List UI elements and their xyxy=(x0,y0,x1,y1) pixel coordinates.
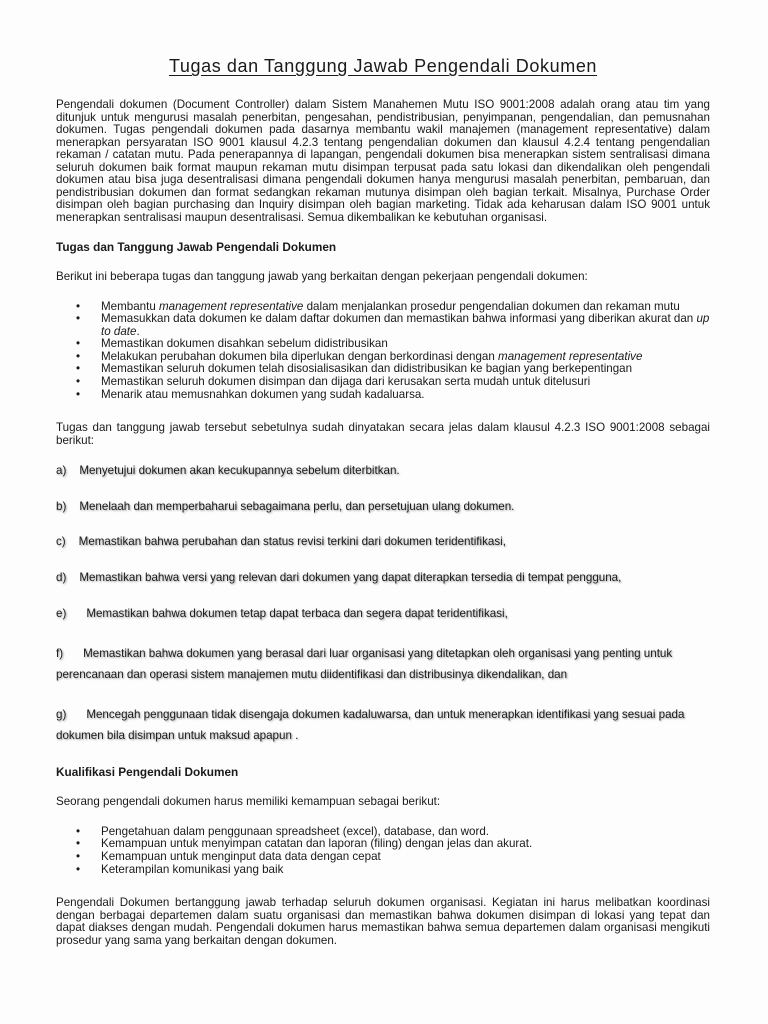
clause-item-b: b) Menelaah dan memperbaharui sebagaimana perlu, dan persetujuan ulang dokumen. xyxy=(56,499,515,513)
qualifications-bullet-list xyxy=(56,826,710,876)
list-item: • Kemampuan untuk menginput data data dengan cepat xyxy=(76,849,381,863)
list-item: • Menarik atau memusnahkan dokumen yang sudah kadaluarsa. xyxy=(76,387,425,401)
bullet-icon: • xyxy=(76,349,81,363)
bullet-icon: • xyxy=(76,312,81,326)
bullet-icon: • xyxy=(76,837,81,851)
clause-item-e: e) Memastikan bahwa dokumen tetap dapat terbaca dan segera dapat teridentifikasi, xyxy=(56,606,508,620)
clause-intro-paragraph: Tugas dan tanggung jawab tersebut sebetulnya sudah dinyatakan secara jelas dalam klausul 4.2.3 ISO 9001:2008 sebagai berikut: xyxy=(56,421,710,447)
bullet-icon: • xyxy=(76,824,81,838)
clause-item-g: g) Mencegah penggunaan tidak disengaja dokumen kadaluwarsa, dan untuk menerapkan identifikasi yang sesuai pada dokumen bila disimpan untuk maksud apapun . xyxy=(56,708,685,743)
bullet-icon: • xyxy=(76,862,81,876)
list-item: • Memasukkan data dokumen ke dalam daftar dokumen dan memastikan bahwa informasi yang diberikan akurat dan up to date. xyxy=(76,312,710,338)
closing-paragraph: Pengendali Dokumen bertanggung jawab terhadap seluruh dokumen organisasi. Kegiatan ini harus melibatkan koordinasi dengan berbagai departemen dalam suatu organisasi dan memastikan bahwa dokumen disimpan di lokasi yang tepat dan dapat diakses dengan mudah. Pengendali dokumen harus memastikan bahwa semua departemen dalam organisasi mengikuti prosedur yang sama yang berkaitan dengan dokumen. xyxy=(56,896,710,947)
list-item: • Memastikan seluruh dokumen telah disosialisasikan dan didistribusikan ke bagian yang berkepentingan xyxy=(76,362,633,376)
clause-item-c: c) Memastikan bahwa perubahan dan status revisi terkini dari dokumen teridentifikasi, xyxy=(56,535,506,549)
bullet-icon: • xyxy=(76,337,81,351)
intro-paragraph: Pengendali dokumen (Document Controller) dalam Sistem Manahemen Mutu ISO 9001:2008 adalah orang atau tim yang ditunjuk untuk mengurusi masalah penerbitan, pengesahan, pendistribusian, penyimpanan, pengendalian, dan pemusnahan dokumen. Tugas pengendali dokumen pada dasarnya membantu wakil manajemen (management representative) dalam menerapkan persyaratan ISO 9001 klausul 4.2.3 tentang pengendalian dokumen dan klausul 4.2.4 tentang pengendalian rekaman / catatan mutu. Pada penerapannya di lapangan, pengendali dokumen bisa menerapkan sistem sentralisasi dimana seluruh dokumen baik format maupun rekaman mutu disimpan terpusat pada satu lokasi dan dikendalikan oleh pengendali dokumen atau bisa juga desentralisasi dimana pengendali dokumen hanya mengurusi masalah penerbitan, pembaruan, dan pendistribusian dokumen dan format sedangkan rekaman mutunya disimpan oleh bagian terkait. Misalnya, Purchase Order disimpan oleh bagian purchasing dan Inquiry disimpan oleh bagian marketing. Tidak ada keharusan dalam ISO 9001 untuk menerapkan sentralisasi maupun desentralisasi. Semua dikembalikan ke kebutuhan organisasi. xyxy=(56,98,710,224)
clause-item-d: d) Memastikan bahwa versi yang relevan dari dokumen yang dapat diterapkan tersedia di tempat pengguna, xyxy=(56,571,622,585)
list-item: • Keterampilan komunikasi yang baik xyxy=(76,862,284,876)
list-item: • Pengetahuan dalam penggunaan spreadsheet (excel), database, dan word. xyxy=(76,824,490,838)
page-title: Tugas dan Tanggung Jawab Pengendali Dokumen xyxy=(168,56,598,76)
clause-item-a: a) Menyetujui dokumen akan kecukupannya sebelum diterbitkan. xyxy=(56,464,400,478)
bullet-icon: • xyxy=(76,849,81,863)
bullet-icon: • xyxy=(76,299,81,313)
section-heading-qualifications: Kualifikasi Pengendali Dokumen xyxy=(56,765,239,780)
tasks-bullet-list xyxy=(56,301,710,402)
list-item: • Membantu management representative dalam menjalankan prosedur pengendalian dokumen dan rekaman mutu xyxy=(76,299,680,313)
qualifications-lead-paragraph: Seorang pengendali dokumen harus memiliki kemampuan sebagai berikut: xyxy=(56,795,441,809)
bullet-icon: • xyxy=(76,387,81,401)
list-item: • Memastikan dokumen disahkan sebelum didistribusikan xyxy=(76,337,388,351)
clause-item-f: f) Memastikan bahwa dokumen yang berasal dari luar organisasi yang ditetapkan oleh organisasi yang penting untuk perencanaan dan operasi sistem manajemen mutu diidentifikasi dan distribusinya dikendalikan, dan xyxy=(56,647,673,682)
bullet-icon: • xyxy=(76,375,81,389)
list-item: • Melakukan perubahan dokumen bila diperlukan dengan berkordinasi dengan management representative xyxy=(76,349,643,363)
section-heading-tasks: Tugas dan Tanggung Jawab Pengendali Dokumen xyxy=(56,240,337,254)
list-item: • Memastikan seluruh dokumen disimpan dan dijaga dari kerusakan serta mudah untuk ditelusuri xyxy=(76,375,591,389)
bullet-icon: • xyxy=(76,362,81,376)
list-item: • Kemampuan untuk menyimpan catatan dan laporan (filing) dengan jelas dan akurat. xyxy=(76,837,533,851)
clause-list xyxy=(56,465,710,746)
tasks-lead-paragraph: Berikut ini beberapa tugas dan tanggung jawab yang berkaitan dengan pekerjaan pengendali dokumen: xyxy=(56,270,588,283)
